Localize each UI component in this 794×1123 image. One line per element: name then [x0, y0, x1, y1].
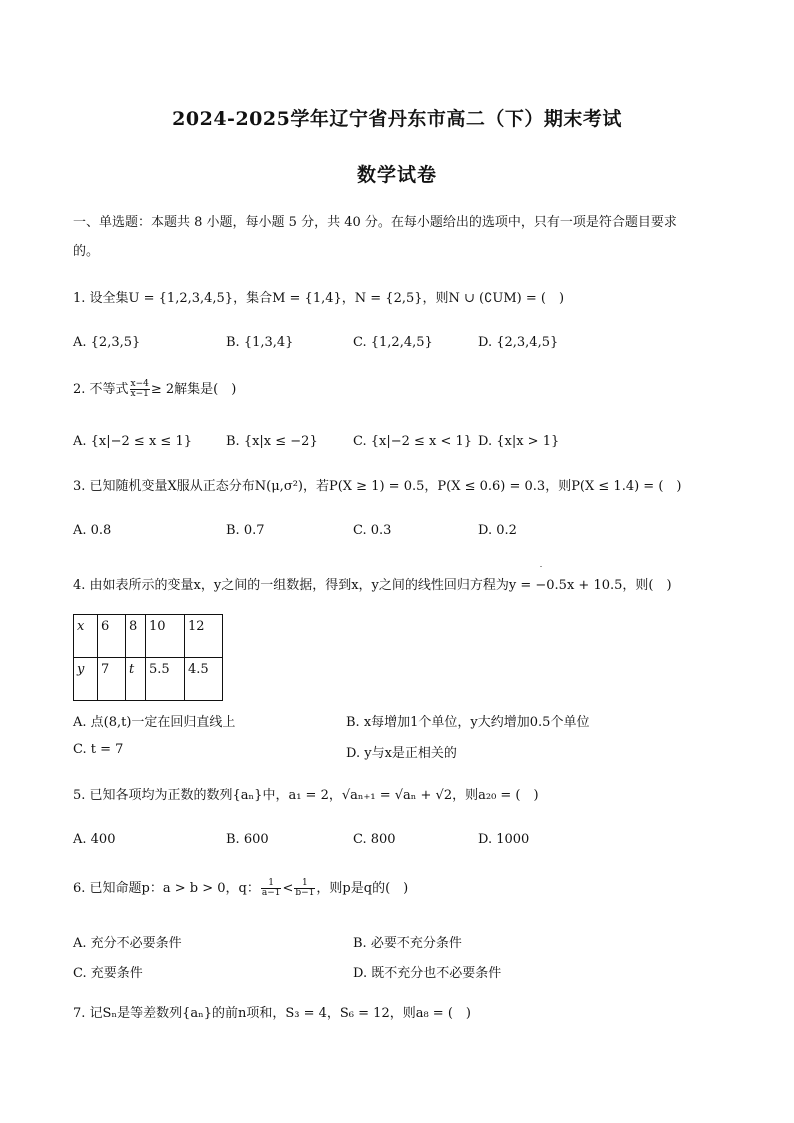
q6-frac1-den: a−1 — [261, 888, 281, 898]
q6-stem-pre: 6. 已知命题p：a > b > 0，q： — [73, 881, 260, 896]
q6-frac2-den: b−1 — [295, 888, 315, 898]
question-1: 1. 设全集U = {1,2,3,4,5}，集合M = {1,4}，N = {2,5}，则N ∪ (∁UM) = ( ) — [73, 291, 565, 306]
q3-option-a: A. 0.8 — [73, 523, 112, 538]
table-cell: 10 — [146, 615, 185, 658]
question-4: 4. 由如表所示的变量x，y之间的一组数据，得到x，y之间的线性回归方程为y = −0.5x + 10.5，则( ) — [73, 578, 672, 593]
table-cell: t — [126, 658, 146, 701]
table-cell: 4.5 — [185, 658, 223, 701]
table-row-y — [74, 658, 223, 701]
q2-option-d: D. {x|x > 1} — [478, 434, 560, 449]
q1-option-b: B. {1,3,4} — [226, 335, 294, 350]
q5-option-c: C. 800 — [353, 832, 396, 847]
q6-option-d: D. 既不充分也不必要条件 — [353, 966, 502, 981]
q1-option-a: A. {2,3,5} — [73, 335, 141, 350]
q6-frac2-num: 1 — [294, 879, 315, 889]
q4-option-c: C. t = 7 — [73, 742, 124, 757]
q2-option-c: C. {x|−2 ≤ x < 1} — [353, 434, 473, 449]
exam-title: 2024-2025学年辽宁省丹东市高二（下）期末考试 — [172, 108, 622, 130]
q2-frac-den: x−1 — [130, 389, 149, 399]
question-2 — [73, 380, 236, 399]
section-heading: 一、单选题：本题共 8 小题，每小题 5 分，共 40 分。在每小题给出的选项中，只有一项是符合题目要求 — [73, 215, 677, 230]
q6-stem-post: ，则p是q的( ) — [316, 881, 409, 896]
q2-frac-num: x−4 — [130, 379, 149, 389]
table-cell: y — [74, 658, 98, 701]
q6-fraction-2 — [294, 879, 315, 898]
xy-data-table — [73, 614, 223, 701]
question-7: 7. 记Sₙ是等差数列{aₙ}的前n项和，S₃ = 4，S₆ = 12，则a₈ = ( ) — [73, 1006, 471, 1021]
question-6 — [73, 879, 408, 898]
table-row-x — [74, 615, 223, 658]
q3-option-b: B. 0.7 — [226, 523, 265, 538]
exam-subtitle: 数学试卷 — [356, 164, 437, 186]
table-cell: 8 — [126, 615, 146, 658]
q1-option-d: D. {2,3,4,5} — [478, 335, 559, 350]
q2-option-a: A. {x|−2 ≤ x ≤ 1} — [73, 434, 192, 449]
q5-option-d: D. 1000 — [478, 832, 530, 847]
q4-option-b: B. x每增加1个单位，y大约增加0.5个单位 — [346, 715, 590, 730]
q6-fraction-1 — [261, 879, 282, 898]
q3-option-c: C. 0.3 — [353, 523, 392, 538]
q1-option-c: C. {1,2,4,5} — [353, 335, 433, 350]
q5-option-a: A. 400 — [73, 832, 116, 847]
q5-option-b: B. 600 — [226, 832, 269, 847]
table-cell: 12 — [185, 615, 223, 658]
q2-stem-post: ≥ 2解集是( ) — [150, 382, 237, 397]
section-heading-cont: 的。 — [73, 244, 100, 259]
q4-option-d: D. y与x是正相关的 — [346, 746, 457, 761]
q6-frac1-num: 1 — [261, 879, 282, 889]
q2-option-b: B. {x|x ≤ −2} — [226, 434, 318, 449]
q2-stem-pre: 2. 不等式 — [73, 382, 129, 397]
q3-option-d: D. 0.2 — [478, 523, 517, 538]
q2-fraction — [130, 380, 150, 399]
q6-option-a: A. 充分不必要条件 — [73, 936, 182, 951]
table-cell: x — [74, 615, 98, 658]
q6-option-c: C. 充要条件 — [73, 966, 143, 981]
table-cell: 7 — [98, 658, 126, 701]
table-cell: 6 — [98, 615, 126, 658]
q6-less-than: < — [282, 881, 294, 896]
q4-option-a: A. 点(8,t)一定在回归直线上 — [73, 715, 236, 730]
question-5: 5. 已知各项均为正数的数列{aₙ}中，a₁ = 2，√aₙ₊₁ = √aₙ + √2，则a₂₀ = ( ) — [73, 788, 539, 803]
question-3: 3. 已知随机变量X服从正态分布N(μ,σ²)，若P(X ≥ 1) = 0.5，P(X ≤ 0.6) = 0.3，则P(X ≤ 1.4) = ( ) — [73, 479, 682, 494]
stray-mark — [540, 566, 542, 567]
q6-option-b: B. 必要不充分条件 — [353, 936, 462, 951]
table-cell: 5.5 — [146, 658, 185, 701]
